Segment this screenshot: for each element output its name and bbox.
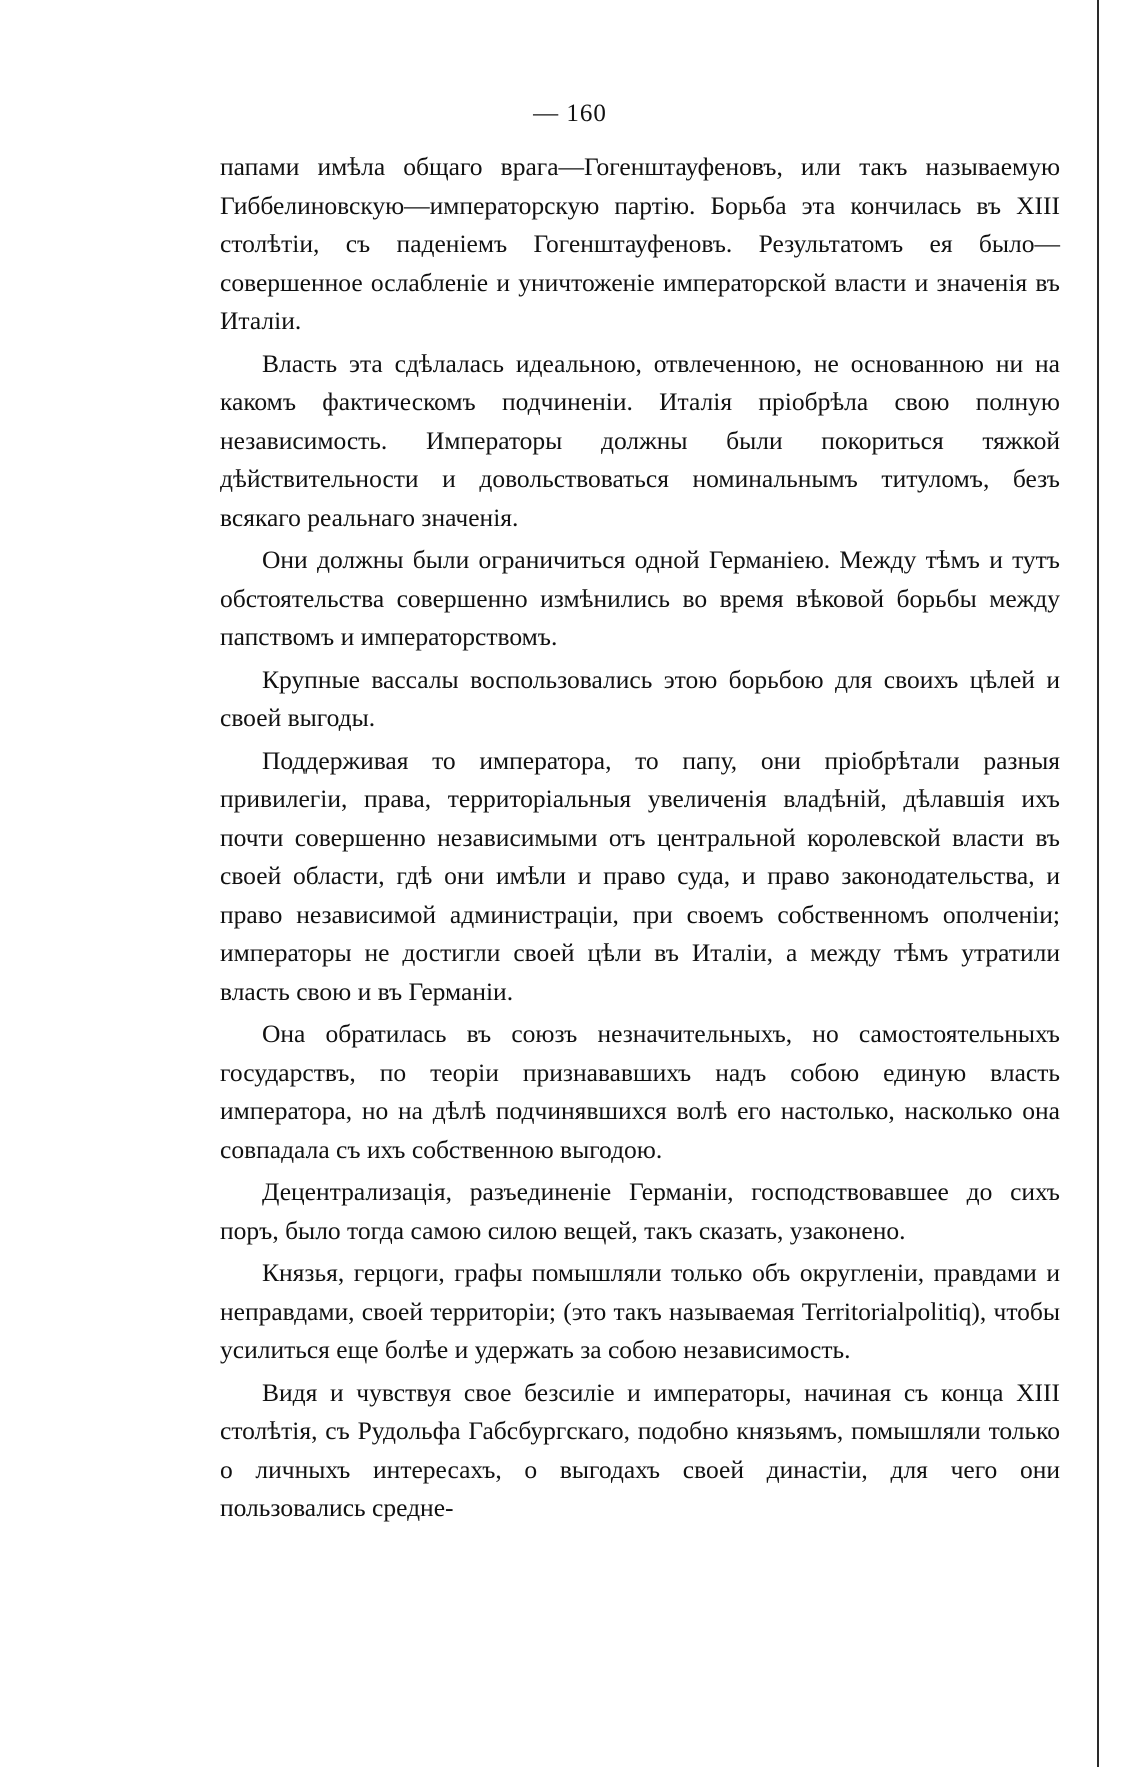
paragraph-5: Поддерживая то императора, то папу, они пріобрѣтали разныя привилегіи, права, территоріальныя увеличенія владѣній, дѣлавшія ихъ почти совершенно независимыми отъ центральной королевской власти въ своей области, гдѣ они имѣли и право суда, и право законодательства, и право независимой администраціи, при своемъ собственномъ ополченіи; императоры не достигли своей цѣли въ Италіи, а между тѣмъ утратили власть свою и въ Германіи.	[220, 745, 1060, 1006]
page-number: — 160	[533, 100, 607, 127]
paragraph-2: Власть эта сдѣлалась идеальною, отвлеченною, не основанною ни на какомъ фактическомъ подчиненіи. Италія пріобрѣла свою полную независимость. Императоры должны были покориться тяжкой дѣйствительности и довольствоваться номинальнымъ титуломъ, безъ всякаго реальнаго значенія.	[220, 348, 1060, 532]
paragraph-6: Она обратилась въ союзъ незначительныхъ, но самостоятельныхъ государствъ, по теоріи признававшихъ надъ собою единую власть императора, но на дѣлѣ подчинявшихся волѣ его настолько, насколько она совпадала съ ихъ собственною выгодою.	[220, 1019, 1060, 1164]
paragraph-1: папами имѣла общаго врага—Гогенштауфеновъ, или такъ называемую Гиббелиновскую—императорскую партію. Борьба эта кончилась въ XIII столѣтіи, съ паденіемъ Гогенштауфеновъ. Результатомъ ея было—совершенное ослабленіе и уничтоженіе императорской власти и значенія въ Италіи.	[220, 152, 1060, 335]
body-text	[220, 148, 1060, 1532]
paragraph-9: Видя и чувствуя свое безсиліе и императоры, начиная съ конца XIII столѣтія, съ Рудольфа Габсбургскаго, подобно князьямъ, помышляли только о личныхъ интересахъ, о выгодахъ своей династіи, для чего они пользовались средне-	[220, 1377, 1060, 1522]
page-edge-line	[1097, 0, 1099, 1767]
paragraph-4: Крупные вассалы воспользовались этою борьбою для своихъ цѣлей и своей выгоды.	[220, 664, 1060, 732]
paragraph-7: Децентрализація, разъединеніе Германіи, господствовавшее до сихъ поръ, было тогда самою силою вещей, такъ сказать, узаконено.	[220, 1177, 1060, 1245]
paragraph-3: Они должны были ограничиться одной Германіею. Между тѣмъ и тутъ обстоятельства совершенно измѣнились во время вѣковой борьбы между папствомъ и императорствомъ.	[220, 545, 1060, 651]
paragraph-8: Князья, герцоги, графы помышляли только объ округленіи, правдами и неправдами, своей территоріи; (это такъ называемая Territorialpolitiq), чтобы усилиться еще болѣе и удержать за собою независимость.	[220, 1258, 1060, 1364]
